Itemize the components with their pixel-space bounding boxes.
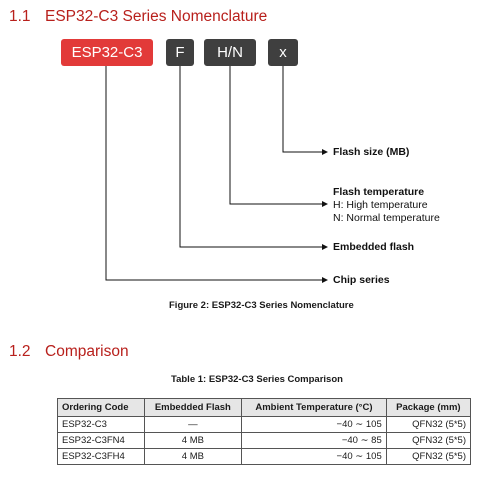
- table-cell: −40 ∼ 85: [242, 433, 387, 449]
- table-cell: ESP32-C3: [58, 417, 145, 433]
- table-row: [58, 433, 471, 449]
- embedded-flash-connector: [180, 66, 327, 247]
- flash-temperature-box: H/N: [204, 39, 256, 66]
- flash-temperature-high: H: High temperature: [333, 199, 428, 211]
- table-cell: 4 MB: [144, 433, 242, 449]
- section-title-comparison: [9, 343, 129, 361]
- flash-temperature-title: Flash temperature: [333, 186, 425, 198]
- table-cell: 4 MB: [144, 449, 242, 465]
- flash-temperature-normal: N: Normal temperature: [333, 212, 440, 224]
- table-cell: QFN32 (5*5): [386, 417, 470, 433]
- chip-series-connector: [106, 66, 327, 280]
- section-number: 1.2: [9, 343, 31, 360]
- table-row: [58, 449, 471, 465]
- section-title-text: Comparison: [45, 343, 129, 360]
- section-number: 1.1: [9, 8, 31, 25]
- comparison-table: [57, 398, 471, 465]
- figure-caption: Figure 2: ESP32-C3 Series Nomenclature: [169, 300, 354, 311]
- embedded-flash-label: Embedded flash: [333, 241, 415, 253]
- table-cell: ESP32-C3FN4: [58, 433, 145, 449]
- flash-size-label-text: Flash size (MB): [333, 146, 410, 158]
- flash-size-box: x: [268, 39, 298, 66]
- column-header: Package (mm): [386, 399, 470, 417]
- chip-series-label: Chip series: [333, 274, 390, 286]
- table-cell: QFN32 (5*5): [386, 433, 470, 449]
- embedded-flash-box: F: [166, 39, 194, 66]
- column-header: Embedded Flash: [144, 399, 242, 417]
- flash-size-connector: [283, 66, 327, 152]
- flash-size-label: [333, 146, 409, 158]
- chip-series-box: ESP32-C3: [61, 39, 153, 66]
- table-caption: Table 1: ESP32-C3 Series Comparison: [171, 374, 343, 385]
- table-cell: ESP32-C3FH4: [58, 449, 145, 465]
- section-title-text: ESP32-C3 Series Nomenclature: [45, 8, 268, 25]
- table-cell: —: [144, 417, 242, 433]
- table-cell: QFN32 (5*5): [386, 449, 470, 465]
- column-header: Ambient Temperature (°C): [242, 399, 387, 417]
- table-row: [58, 417, 471, 433]
- table-cell: −40 ∼ 105: [242, 449, 387, 465]
- table-header-row: [58, 399, 471, 417]
- table-cell: −40 ∼ 105: [242, 417, 387, 433]
- column-header: Ordering Code: [58, 399, 145, 417]
- flash-temperature-connector: [230, 66, 327, 204]
